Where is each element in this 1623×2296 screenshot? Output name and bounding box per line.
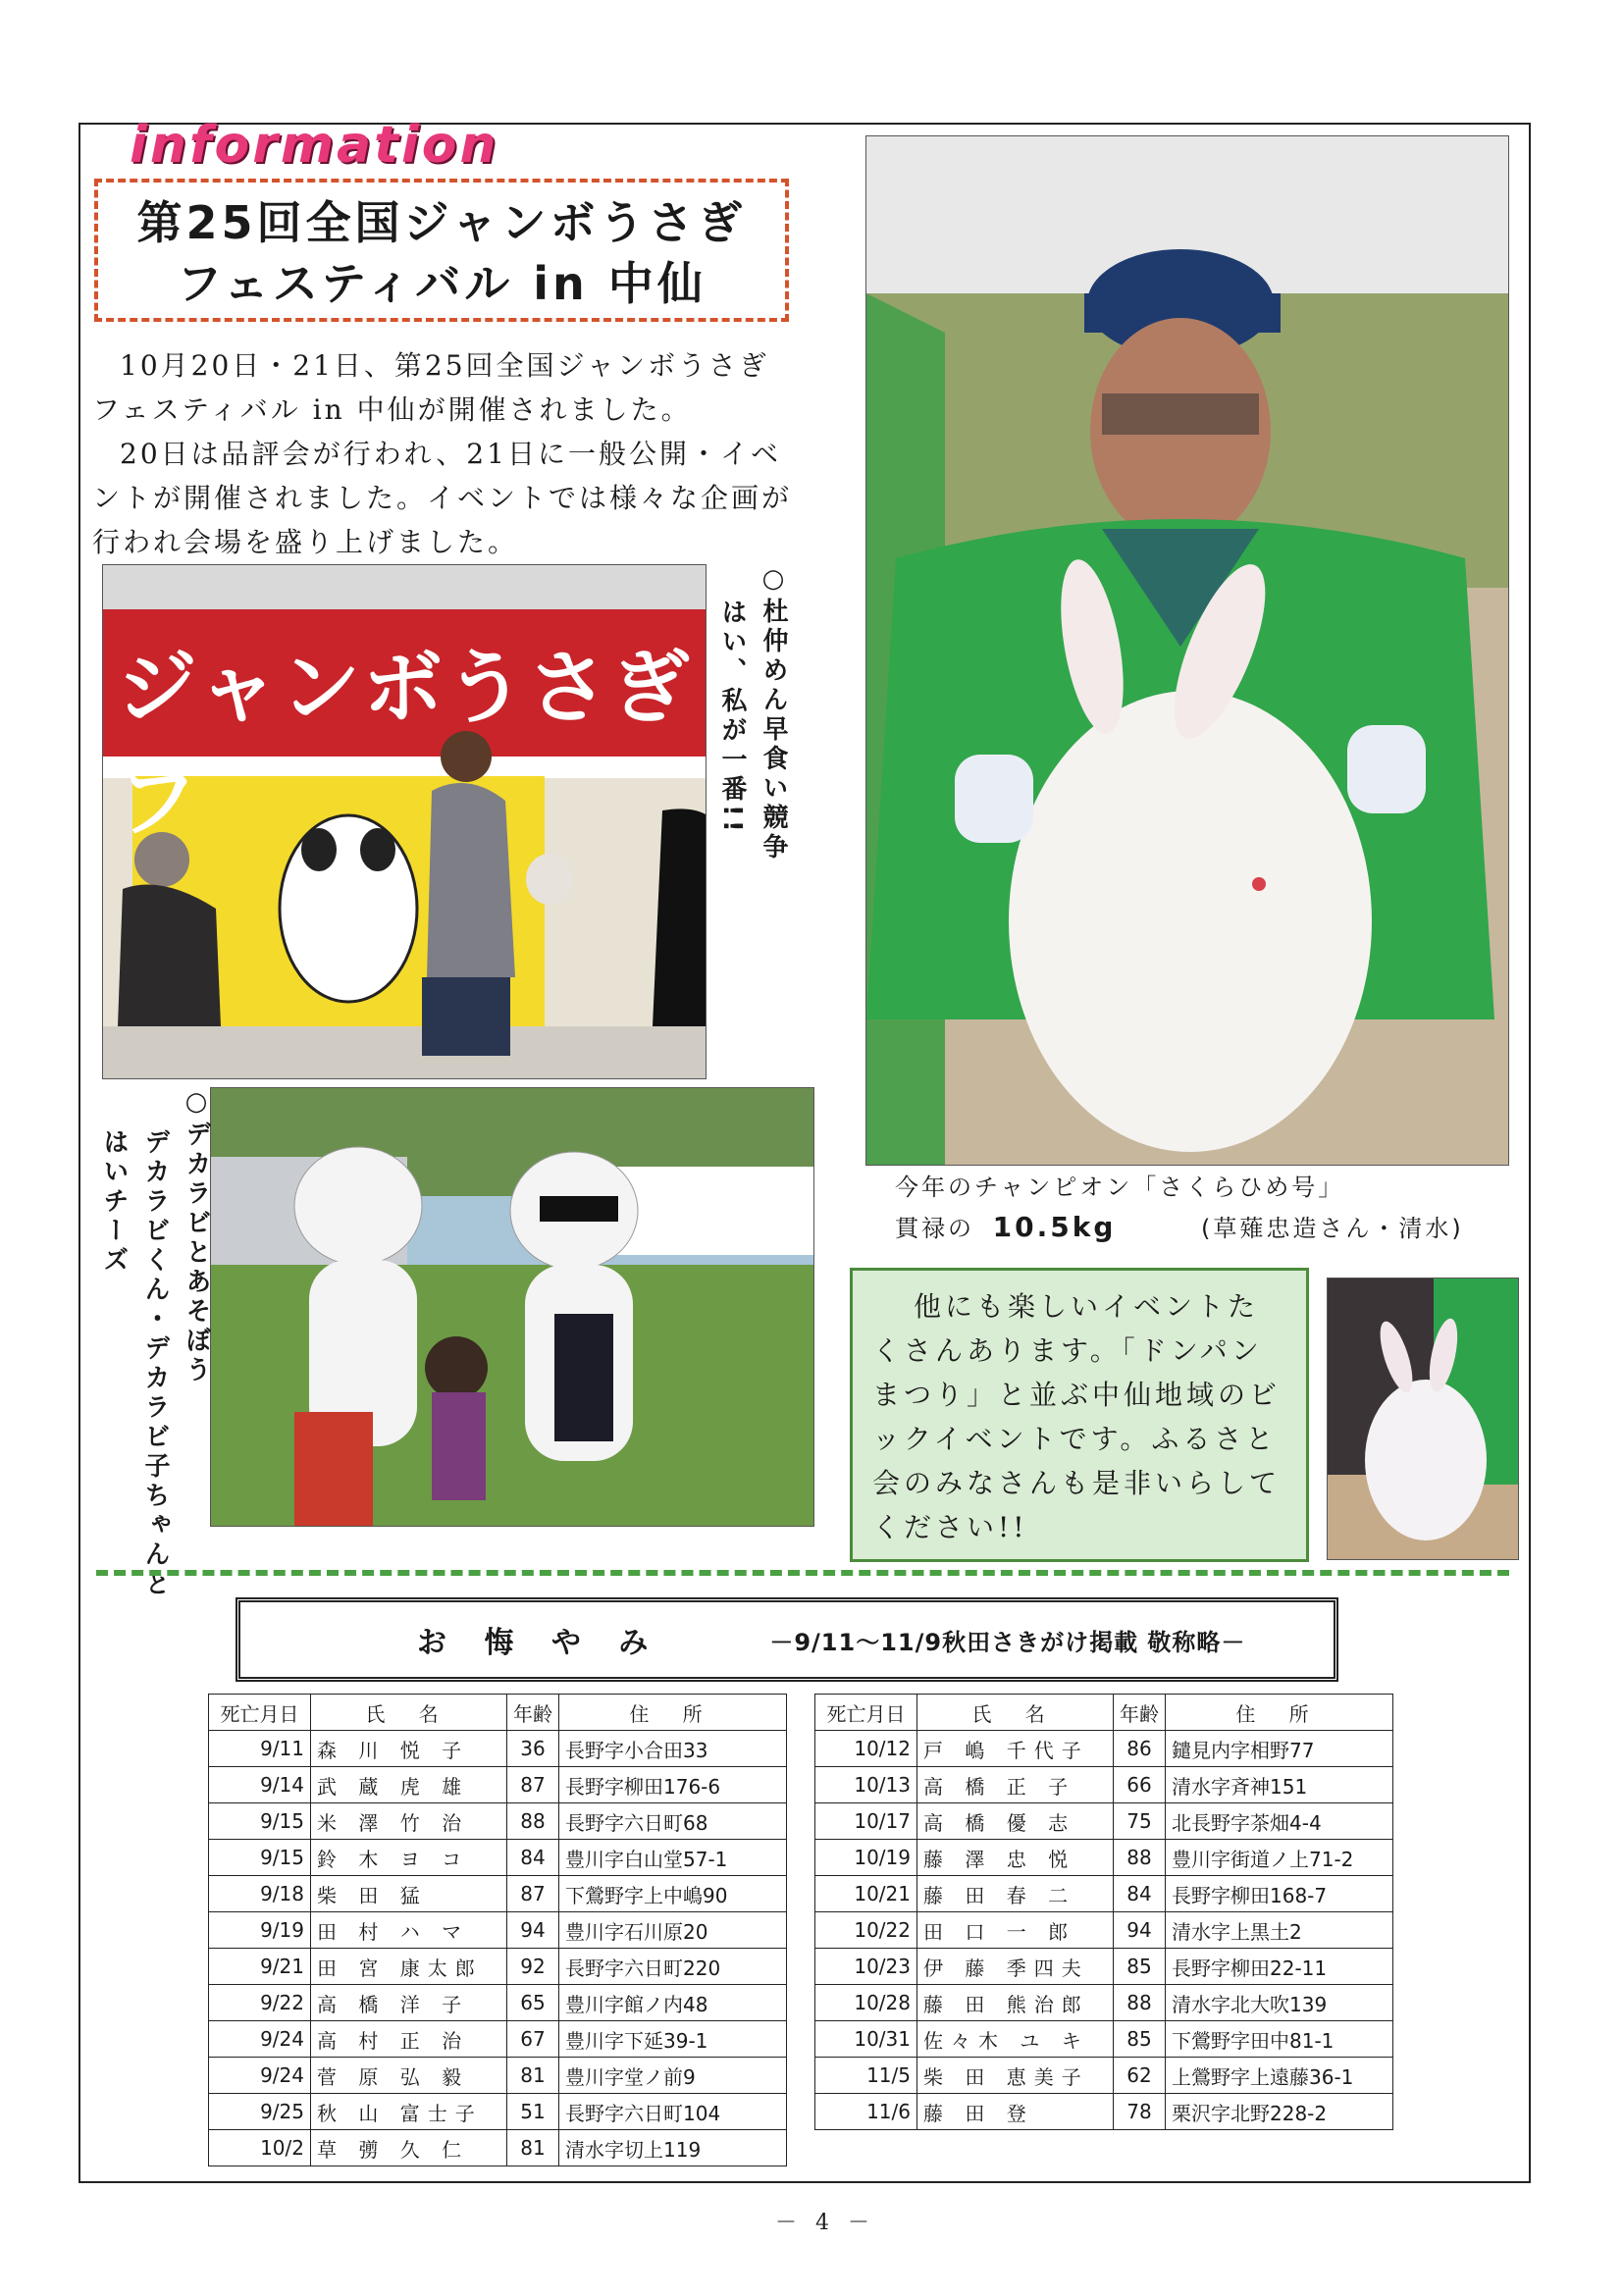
mascots-caption-title: ○デカラビとあそぼう [182,1087,211,1385]
address-cell: 長野字小合田33 [559,1731,787,1767]
address-cell: 長野字柳田176-6 [559,1767,787,1803]
obituary-table-right [814,1694,1393,2130]
mascots-caption-line3: はいチーズ [99,1128,129,1276]
header-age: 年齢 [507,1695,559,1731]
age-cell: 67 [507,2021,559,2058]
table-row [815,1985,1393,2021]
table-row [209,2094,787,2130]
obituary-header [236,1597,1338,1682]
table-row [209,2058,787,2094]
table-header-row [815,1695,1393,1731]
death-date-cell: 10/22 [815,1912,917,1949]
address-cell: 豊川字堂ノ前9 [559,2058,787,2094]
table-row [815,1731,1393,1767]
address-cell: 長野字柳田22-11 [1166,1949,1393,1985]
table-row [815,1840,1393,1876]
age-cell: 85 [1114,1949,1166,1985]
name-cell: 伊 藤 季四夫 [917,1949,1114,1985]
header-date: 死亡月日 [209,1695,311,1731]
address-cell: 下鶯野字田中81-1 [1166,2021,1393,2058]
obituary-subtitle: －9/11～11/9秋田さきがけ掲載 敬称略－ [769,1628,1246,1656]
death-date-cell: 9/14 [209,1767,311,1803]
champion-photo [865,135,1509,1166]
table-row [209,1912,787,1949]
address-cell: 上鶯野字上遠藤36-1 [1166,2058,1393,2094]
obituary-title: お 悔 や み [417,1626,662,1660]
champion-caption-line1: 今年のチャンピオン「さくらひめ号」 [895,1174,1345,1201]
name-cell: 武 蔵 虎 雄 [311,1767,507,1803]
small-rabbit-photo [1327,1278,1519,1560]
death-date-cell: 10/19 [815,1840,917,1876]
eating-contest-caption-comment: はい、私が一番!! [717,599,747,836]
death-date-cell: 10/21 [815,1876,917,1912]
name-cell: 田 村 ハ マ [311,1912,507,1949]
table-row [815,1949,1393,1985]
age-cell: 85 [1114,2021,1166,2058]
death-date-cell: 9/24 [209,2058,311,2094]
intro-paragraph-1: 10月20日・21日、第25回全国ジャンボうさぎフェスティバル in 中仙が開催されました。 [92,349,769,426]
banner-text: ジャンボうさぎフ [117,642,693,850]
age-cell: 88 [1114,1840,1166,1876]
eating-contest-caption-title: ○杜仲めん早食い競争 [759,564,788,862]
table-row [815,1767,1393,1803]
death-date-cell: 10/31 [815,2021,917,2058]
address-cell: 長野字六日町104 [559,2094,787,2130]
headline [94,179,789,322]
address-cell: 豊川字街道ノ上71-2 [1166,1840,1393,1876]
headline-line-1: 第25回全国ジャンボうさぎ [136,196,747,249]
age-cell: 84 [1114,1876,1166,1912]
table-row [209,1840,787,1876]
mascots-photo [210,1087,814,1527]
death-date-cell: 9/25 [209,2094,311,2130]
header-date: 死亡月日 [815,1695,917,1731]
address-cell: 豊川字白山堂57-1 [559,1840,787,1876]
table-row [209,1767,787,1803]
eating-contest-photo [102,564,707,1079]
age-cell: 36 [507,1731,559,1767]
address-cell: 清水字切上119 [559,2130,787,2166]
age-cell: 94 [507,1912,559,1949]
name-cell: 藤 田 春 二 [917,1876,1114,1912]
name-cell: 田 口 一 郎 [917,1912,1114,1949]
name-cell: 柴 田 猛 [311,1876,507,1912]
name-cell: 秋 山 富士子 [311,2094,507,2130]
death-date-cell: 9/11 [209,1731,311,1767]
death-date-cell: 10/13 [815,1767,917,1803]
mascots-illustration [211,1088,814,1527]
name-cell: 佐々木 ユ キ [917,2021,1114,2058]
age-cell: 78 [1114,2094,1166,2130]
age-cell: 81 [507,2058,559,2094]
table-row [815,2021,1393,2058]
intro-paragraph-2: 20日は品評会が行われ、21日に一般公開・イベントが開催されました。イベントでは様々な企画が行われ会場を盛り上げました。 [92,438,793,558]
name-cell: 鈴 木 ヨ コ [311,1840,507,1876]
age-cell: 65 [507,1985,559,2021]
age-cell: 87 [507,1876,559,1912]
table-header-row [209,1695,787,1731]
page-number: － 4 － [775,2211,875,2235]
address-cell: 豊川字下延39-1 [559,2021,787,2058]
header-name: 氏 名 [917,1695,1114,1731]
address-cell: 栗沢字北野228-2 [1166,2094,1393,2130]
champion-caption-line2 [895,1209,1464,1243]
death-date-cell: 11/5 [815,2058,917,2094]
header-address: 住 所 [1166,1695,1393,1731]
section-title: information [130,116,499,175]
death-date-cell: 10/17 [815,1803,917,1840]
table-row [209,2021,787,2058]
address-cell: 長野字六日町220 [559,1949,787,1985]
headline-line-2: フェスティバル in 中仙 [177,257,707,310]
obituary-table-left [208,1694,787,2166]
death-date-cell: 9/22 [209,1985,311,2021]
death-date-cell: 9/15 [209,1840,311,1876]
name-cell: 高 村 正 治 [311,2021,507,2058]
age-cell: 86 [1114,1731,1166,1767]
name-cell: 高 橋 優 志 [917,1803,1114,1840]
death-date-cell: 9/24 [209,2021,311,2058]
death-date-cell: 10/2 [209,2130,311,2166]
address-cell: 長野字柳田168-7 [1166,1876,1393,1912]
name-cell: 高 橋 正 子 [917,1767,1114,1803]
age-cell: 87 [507,1767,559,1803]
age-cell: 94 [1114,1912,1166,1949]
champion-illustration [866,136,1509,1166]
mascots-caption-line2: デカラビくん・デカラビ子ちゃんと [140,1128,170,1599]
death-date-cell: 10/28 [815,1985,917,2021]
address-cell: 鑓見内字相野77 [1166,1731,1393,1767]
name-cell: 藤 田 登 [917,2094,1114,2130]
age-cell: 62 [1114,2058,1166,2094]
address-cell: 清水字北大吹139 [1166,1985,1393,2021]
address-cell: 豊川字館ノ内48 [559,1985,787,2021]
death-date-cell: 11/6 [815,2094,917,2130]
table-row [209,1876,787,1912]
name-cell: 藤 澤 忠 悦 [917,1840,1114,1876]
header-age: 年齢 [1114,1695,1166,1731]
age-cell: 92 [507,1949,559,1985]
table-row [815,1803,1393,1840]
table-row [209,1949,787,1985]
name-cell: 田 宮 康太郎 [311,1949,507,1985]
name-cell: 森 川 悦 子 [311,1731,507,1767]
table-row [815,1912,1393,1949]
death-date-cell: 9/19 [209,1912,311,1949]
address-cell: 豊川字石川原20 [559,1912,787,1949]
death-date-cell: 9/21 [209,1949,311,1985]
age-cell: 84 [507,1840,559,1876]
champion-weight: 10.5kg [992,1211,1117,1243]
address-cell: 北長野字茶畑4-4 [1166,1803,1393,1840]
name-cell: 柴 田 恵美子 [917,2058,1114,2094]
speech-bubble [850,1268,1309,1562]
name-cell: 戸 嶋 千代子 [917,1731,1114,1767]
death-date-cell: 10/12 [815,1731,917,1767]
table-row [209,2130,787,2166]
table-row [209,1985,787,2021]
table-row [209,1803,787,1840]
age-cell: 88 [1114,1985,1166,2021]
table-row [815,1876,1393,1912]
address-cell: 清水字斉神151 [1166,1767,1393,1803]
champion-credit: (草薙忠造さん・清水) [1201,1215,1464,1242]
header-address: 住 所 [559,1695,787,1731]
small-rabbit-illustration [1328,1278,1519,1560]
address-cell: 長野字六日町68 [559,1803,787,1840]
name-cell: 草 彅 久 仁 [311,2130,507,2166]
address-cell: 下鶯野字上中嶋90 [559,1876,787,1912]
intro-text [92,343,795,564]
death-date-cell: 9/18 [209,1876,311,1912]
table-row [209,1731,787,1767]
name-cell: 藤 田 熊治郎 [917,1985,1114,2021]
header-name: 氏 名 [311,1695,507,1731]
address-cell: 清水字上黒土2 [1166,1912,1393,1949]
champion-caption-prefix: 貫禄の [895,1215,974,1242]
table-row [815,2058,1393,2094]
section-divider [96,1570,1509,1576]
bubble-text: 他にも楽しいイベントたくさんあります。「ドンパンまつり」と並ぶ中仙地域のビックイベントです。ふるさと会のみなさんも是非いらしてください!! [872,1290,1282,1543]
death-date-cell: 9/15 [209,1803,311,1840]
age-cell: 75 [1114,1803,1166,1840]
death-date-cell: 10/23 [815,1949,917,1985]
name-cell: 菅 原 弘 毅 [311,2058,507,2094]
name-cell: 米 澤 竹 治 [311,1803,507,1840]
name-cell: 高 橋 洋 子 [311,1985,507,2021]
age-cell: 81 [507,2130,559,2166]
table-row [815,2094,1393,2130]
age-cell: 88 [507,1803,559,1840]
age-cell: 66 [1114,1767,1166,1803]
age-cell: 51 [507,2094,559,2130]
